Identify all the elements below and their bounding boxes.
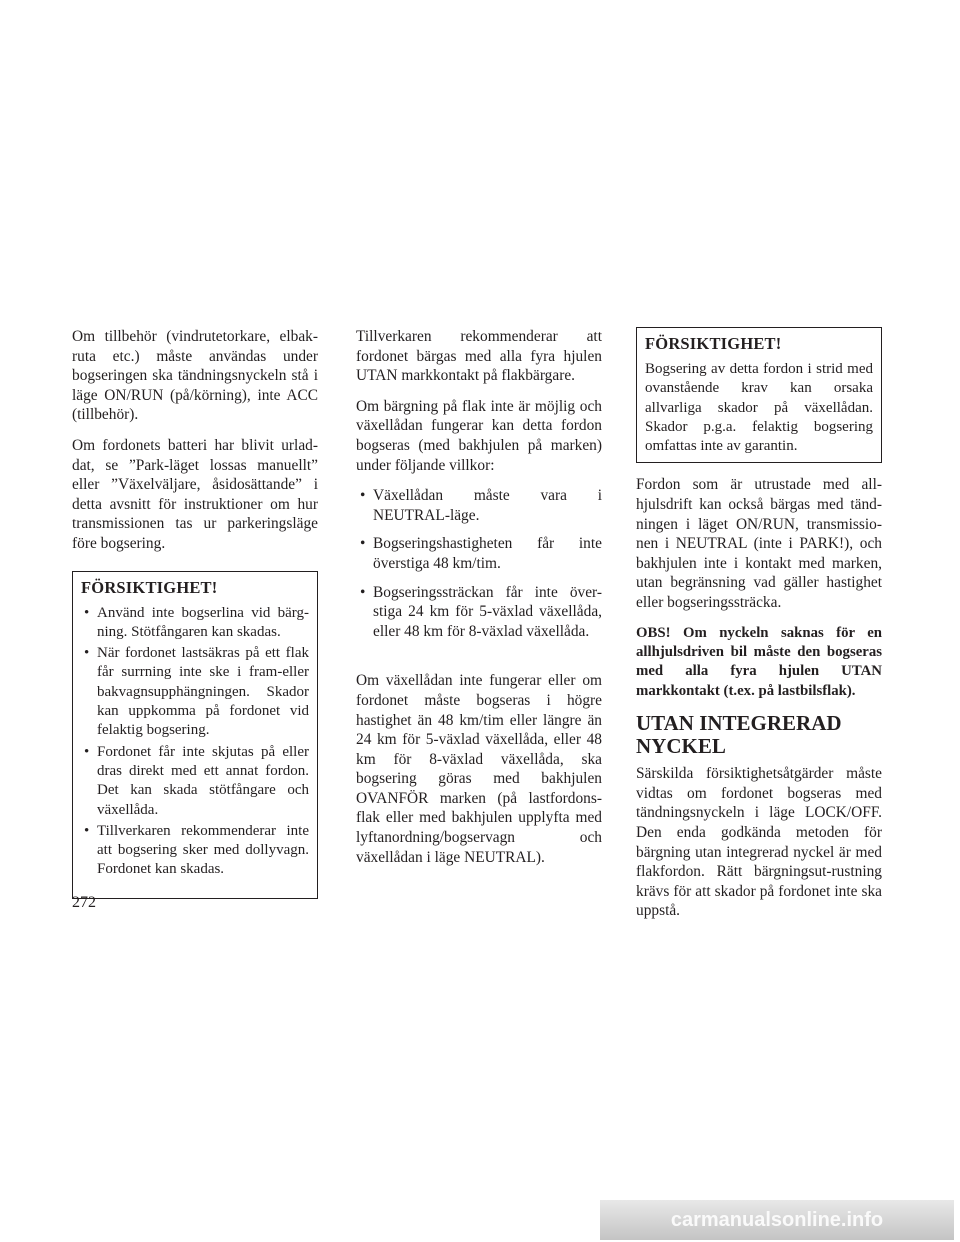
transmission-failure-paragraph: Om växellådan inte fungerar eller om fordonet måste bogseras i högre hastighet än 48 km/tim eller längre än 24 km för 5-växlad växellåda, eller 48 km för 8-växlad växellåda, ska bogsering göras med bakhjulen OVANFÖR marken (på lastfordons-flak eller med bakhjulen upplyfta med lyftanordning/bogservagn och växellådan i läge NEUTRAL). (356, 672, 602, 866)
column-right (636, 327, 882, 932)
accessories-paragraph: Om tillbehör (vindrutetorkare, elbak-ruta etc.) måste användas under bogseringen ska tändningsnyckeln stå i läge ON/RUN (på/körning), inte ACC (tillbehör). (72, 328, 318, 424)
caution-item: • När fordonet lastsäkras på ett flak får surrning inte ske i fram-eller bakvagnsupphängningen. Skador kan uppkomma på fordonet vid felaktig bogsering. (84, 645, 309, 739)
caution-text: Bogsering av detta fordon i strid med ovanstående krav kan orsaka allvarliga skador på växellådan. Skador p.g.a. felaktig bogsering omfattas inte av garantin. (645, 361, 873, 455)
bullet-icon: • (84, 604, 90, 621)
towing-conditions-intro: Om bärgning på flak inte är möjlig och växellådan fungerar kan detta fordon bogseras (med bakhjulen på marken) under följande villkor: (356, 397, 602, 474)
towing-conditions-list (356, 486, 602, 641)
caution-list (81, 604, 309, 880)
bullet-icon: • (360, 487, 366, 505)
note-paragraph: OBS! Om nyckeln saknas för en allhjulsdriven bil måste den bogseras med alla fyra hjulen UTAN markkontakt (t.ex. på lastbilsflak). (636, 624, 882, 699)
flatbed-recommendation-paragraph: Tillverkaren rekommenderar att fordonet bärgas med alla fyra hjulen UTAN markkontakt på flakbärgare. (356, 328, 602, 385)
no-key-paragraph: Särskilda försiktighetsåtgärder måste vidtas om fordonet bogseras med tändningsnyckeln i läge LOCK/OFF. Den enda godkända metoden för bärgning utan integrerad nyckel är med flakfordon. Rätt bärgningsut-rustning krävs för att skador på fordonet inte ska uppstå. (636, 765, 882, 920)
page-number: 272 (72, 894, 96, 911)
caution-title: FÖRSIKTIGHET! (81, 577, 218, 597)
battery-paragraph: Om fordonets batteri har blivit urlad-dat, se ”Park-läget lossas manuellt” eller ”Växelväljare, åsidosättande” i detta avsnitt för instruktioner om hur transmissionen tas ur parkeringsläge före bogsering. (72, 436, 318, 552)
awd-paragraph: Fordon som är utrustade med all-hjulsdrift kan också bärgas med tänd-ningen i läget ON/RUN, transmissio-nen i NEUTRAL (inte i PARK!), och bakhjulen inte i kontakt med marken, utan begränsning vad gäller hastighet eller bogseringssträcka. (636, 476, 882, 612)
caution-item: • Fordonet får inte skjutas på eller dras direkt med ett annat fordon. Det kan skada stötfångare och växellåda. (84, 743, 309, 818)
caution-item: • Använd inte bogserlina vid bärg-ning. Stötfångaren kan skadas. (84, 604, 309, 640)
condition-item: • Växellådan måste vara i NEUTRAL-läge. (360, 487, 602, 524)
bullet-icon: • (360, 535, 366, 553)
column-middle (356, 327, 602, 878)
watermark: carmanualsonline.info (600, 1200, 954, 1240)
bullet-icon: • (84, 645, 90, 662)
condition-item: • Bogseringshastigheten får inte överstiga 48 km/tim. (360, 535, 602, 572)
bullet-icon: • (84, 822, 90, 839)
caution-box-left (72, 571, 318, 899)
caution-item: • Tillverkaren rekommenderar inte att bogsering sker med dollyvagn. Fordonet kan skadas. (84, 822, 309, 878)
section-heading: UTAN INTEGRERAD NYCKEL (636, 711, 842, 759)
caution-box-right (636, 327, 882, 463)
bullet-icon: • (84, 743, 90, 760)
caution-title: FÖRSIKTIGHET! (645, 334, 782, 353)
column-left (72, 327, 318, 899)
condition-item: • Bogseringssträckan får inte över-stiga 24 km för 5-växlad växellåda, eller 48 km för 8-växlad växellåda. (360, 583, 602, 640)
bullet-icon: • (360, 583, 366, 601)
